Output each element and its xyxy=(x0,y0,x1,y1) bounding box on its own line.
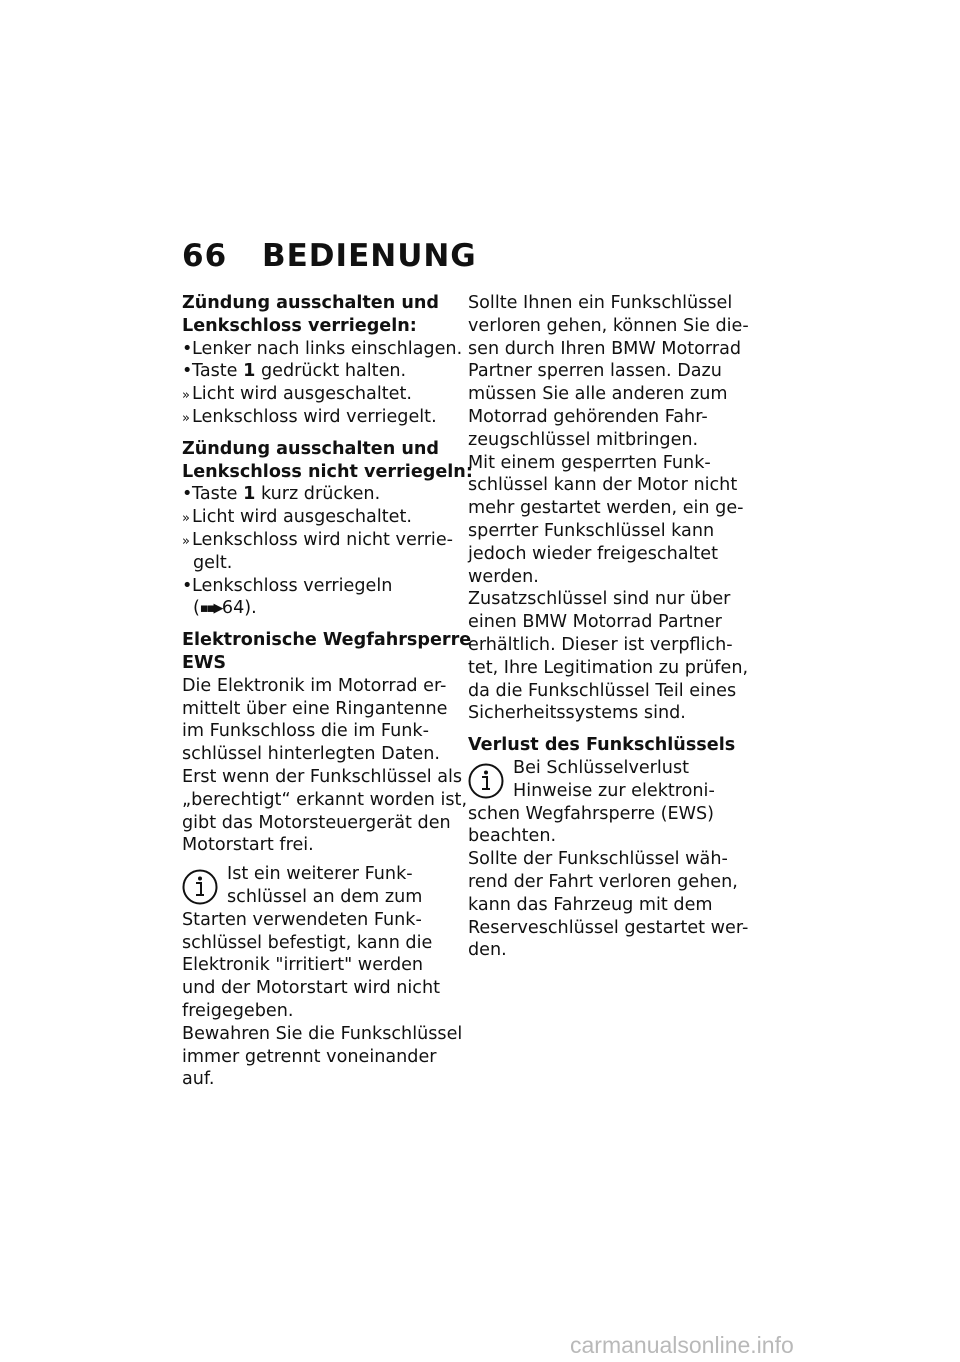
section-heading: EWS xyxy=(182,652,227,673)
text-line: gibt das Motorsteuergerät den xyxy=(182,812,451,833)
section-heading: Zündung ausschalten und xyxy=(182,293,440,313)
section-heading: Lenkschloss verriegeln: xyxy=(182,315,417,336)
text-line: Mit einem gesperrten Funk- xyxy=(468,452,711,473)
list-item: •Lenkschloss verriegeln xyxy=(182,575,393,596)
text-line: Sollte der Funkschlüssel wäh- xyxy=(468,849,728,870)
bullet-icon: • xyxy=(182,338,193,359)
page-reference[interactable]: (▪▪▶64). xyxy=(182,597,454,620)
bullet-icon: • xyxy=(182,484,193,505)
text-line: Die Elektronik im Motorrad er- xyxy=(182,675,447,696)
result-item: » Lenkschloss wird nicht verrie- xyxy=(182,529,454,552)
list-item: •Taste 1 kurz drücken. xyxy=(182,484,381,505)
info-icon xyxy=(468,763,504,799)
note-text: freigegeben. xyxy=(182,1000,294,1021)
section-heading: Zündung ausschalten und xyxy=(182,438,440,459)
page-title: BEDIENUNG xyxy=(262,238,477,274)
list-item: •Taste 1 gedrückt halten. xyxy=(182,361,407,382)
text-line: müssen Sie alle anderen zum xyxy=(468,384,728,405)
page-number: 66 xyxy=(182,238,228,274)
result-item: » Licht wird ausgeschaltet. xyxy=(182,383,454,406)
text-line: Bewahren Sie die Funkschlüssel xyxy=(182,1023,463,1044)
section-heading: Elektronische Wegfahrsperre xyxy=(182,630,472,651)
text-line: sperrter Funkschlüssel kann xyxy=(468,520,715,541)
text-line: da die Funkschlüssel Teil eines xyxy=(468,680,737,701)
note-text: schlüssel befestigt, kann die xyxy=(182,932,433,953)
text-line: verloren gehen, können Sie die- xyxy=(468,315,749,336)
text-line: Sicherheitssystems sind. xyxy=(468,703,686,724)
text-line: kann das Fahrzeug mit dem xyxy=(468,894,713,915)
result-icon: » xyxy=(182,511,190,527)
note-text: schlüssel an dem zum xyxy=(227,886,423,907)
text-line: im Funkschloss die im Funk- xyxy=(182,721,429,742)
note-text: Hinweise zur elektroni- xyxy=(513,780,715,801)
text-line: tet, Ihre Legitimation zu prüfen, xyxy=(468,657,749,678)
section-heading: Verlust des Funkschlüssels xyxy=(468,735,736,756)
note-text: Starten verwendeten Funk- xyxy=(182,909,422,930)
list-item: •Lenker nach links einschlagen. xyxy=(182,338,463,359)
text-line: Partner sperren lassen. Dazu xyxy=(468,361,722,382)
text-line: zeugschlüssel mitbringen. xyxy=(468,429,699,450)
arrow-right-icon: ▪▪▶ xyxy=(199,601,222,617)
text-line: „berechtigt“ erkannt worden ist, xyxy=(182,789,468,810)
text-line: Zusatzschlüssel sind nur über xyxy=(468,589,731,610)
note-text: Elektronik "irritiert" werden xyxy=(182,955,424,976)
text-line: werden. xyxy=(468,566,539,587)
result-item: » Licht wird ausgeschaltet. xyxy=(182,506,454,529)
section-heading: Lenkschloss nicht verriegeln: xyxy=(182,461,473,482)
result-item-cont: gelt. xyxy=(193,552,233,573)
text-line: sen durch Ihren BMW Motorrad xyxy=(468,338,742,359)
note-text: schen Wegfahrsperre (EWS) xyxy=(468,803,715,824)
text-line: mittelt über eine Ringantenne xyxy=(182,698,448,719)
text-line: erhältlich. Dieser ist verpflich- xyxy=(468,634,733,655)
text-line: schlüssel kann der Motor nicht xyxy=(468,475,738,496)
watermark: carmanualsonline.info xyxy=(570,1332,794,1358)
note-text: beachten. xyxy=(468,826,557,847)
text-line: rend der Fahrt verloren gehen, xyxy=(468,871,738,892)
info-note xyxy=(182,863,454,1023)
note-text: Ist ein weiterer Funk- xyxy=(227,864,413,885)
text-line: auf. xyxy=(182,1069,215,1090)
page-header xyxy=(182,238,477,274)
note-text: und der Motorstart wird nicht xyxy=(182,978,441,999)
text-line: schlüssel hinterlegten Daten. xyxy=(182,744,440,765)
info-note xyxy=(468,757,743,848)
text-line: Erst wenn der Funkschlüssel als xyxy=(182,766,463,787)
text-line: mehr gestartet werden, ein ge- xyxy=(468,498,744,519)
right-column xyxy=(468,292,749,962)
text-line: Sollte Ihnen ein Funkschlüssel xyxy=(468,293,733,313)
text-line: Motorrad gehörenden Fahr- xyxy=(468,406,708,427)
text-line: Reserveschlüssel gestartet wer- xyxy=(468,917,749,938)
bullet-icon: • xyxy=(182,575,193,596)
text-line: den. xyxy=(468,940,507,961)
result-item: » Lenkschloss wird verriegelt. xyxy=(182,406,454,429)
text-line: jedoch wieder freigeschaltet xyxy=(468,543,719,564)
result-icon: » xyxy=(182,388,190,404)
result-icon: » xyxy=(182,410,190,426)
info-icon xyxy=(182,869,218,905)
note-text: Bei Schlüsselverlust xyxy=(513,757,690,778)
text-line: einen BMW Motorrad Partner xyxy=(468,612,722,633)
bullet-icon: • xyxy=(182,361,193,382)
text-line: Motorstart frei. xyxy=(182,835,314,856)
left-column xyxy=(182,292,473,1091)
text-line: immer getrennt voneinander xyxy=(182,1046,437,1067)
result-icon: » xyxy=(182,533,190,549)
